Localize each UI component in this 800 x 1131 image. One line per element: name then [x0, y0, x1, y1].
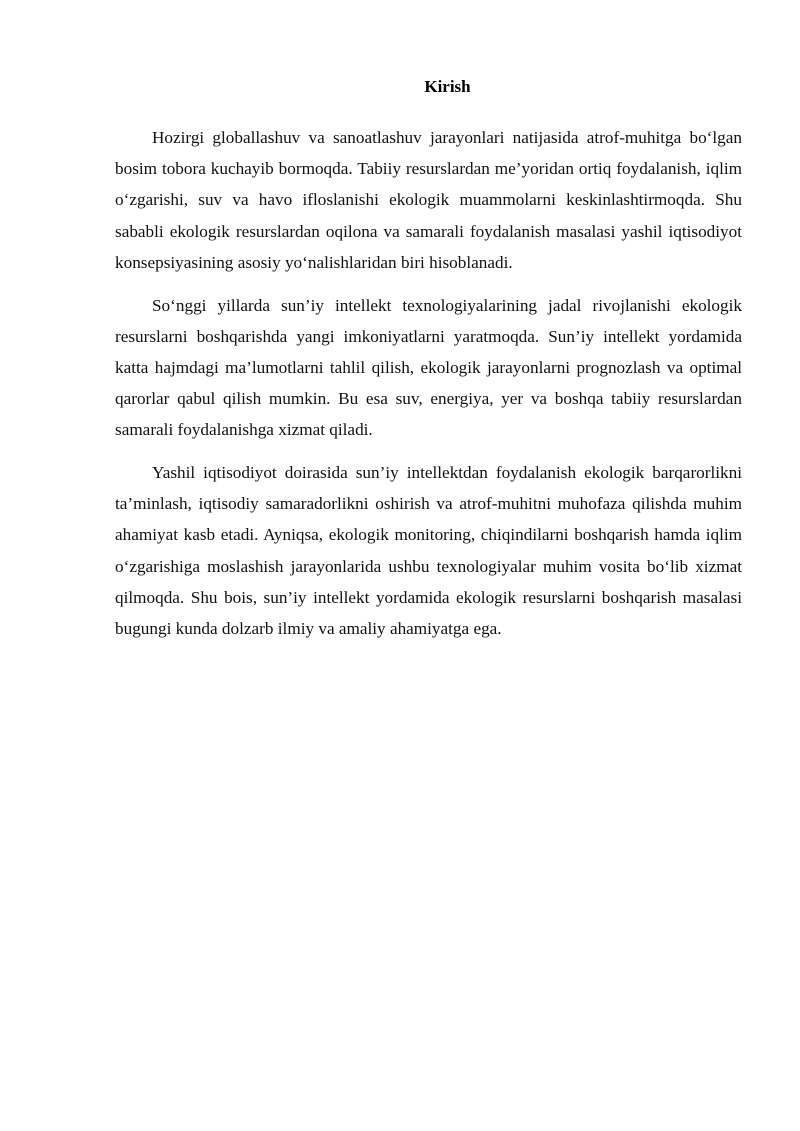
- paragraph-2: So‘nggi yillarda sun’iy intellekt texnologiyalarining jadal rivojlanishi ekologik resurslarni boshqarishda yangi imkoniyatlarni yaratmoqda. Sun’iy intellekt yordamida katta hajmdagi ma’lumotlarni tahlil qilish, ekologik jarayonlarni prognozlash va optimal qarorlar qabul qilish mumkin. Bu esa suv, energiya, yer va boshqa tabiiy resurslardan samarali foydalanishga xizmat qiladi.: [115, 295, 742, 440]
- paragraph-3: Yashil iqtisodiyot doirasida sun’iy intellektdan foydalanish ekologik barqarorlikni ta’minlash, iqtisodiy samaradorlikni oshirish va atrof-muhitni muhofaza qilishda muhim ahamiyat kasb etadi. Ayniqsa, ekologik monitoring, chiqindilarni boshqarish hamda iqlim o‘zgarishiga moslashish jarayonlarida ushbu texnologiyalar muhim vosita bo‘lib xizmat qilmoqda. Shu bois, sun’iy intellekt yordamida ekologik resurslarni boshqarish masalasi bugungi kunda dolzarb ilmiy va amaliy ahamiyatga ega.: [115, 463, 742, 639]
- document-body: [115, 122, 742, 656]
- paragraph-1: Hozirgi globallashuv va sanoatlashuv jarayonlari natijasida atrof-muhitga bo‘lgan bosim tobora kuchayib bormoqda. Tabiiy resurslardan me’yoridan ortiq foydalanish, iqlim o‘zgarishi, suv va havo ifloslanishi ekologik muammolarni keskinlashtirmoqda. Shu sababli ekologik resurslardan oqilona va samarali foydalanish masalasi yashil iqtisodiyot konsepsiyasining asosiy yo‘nalishlaridan biri hisoblanadi.: [115, 128, 742, 272]
- page-title: Kirish: [424, 77, 471, 96]
